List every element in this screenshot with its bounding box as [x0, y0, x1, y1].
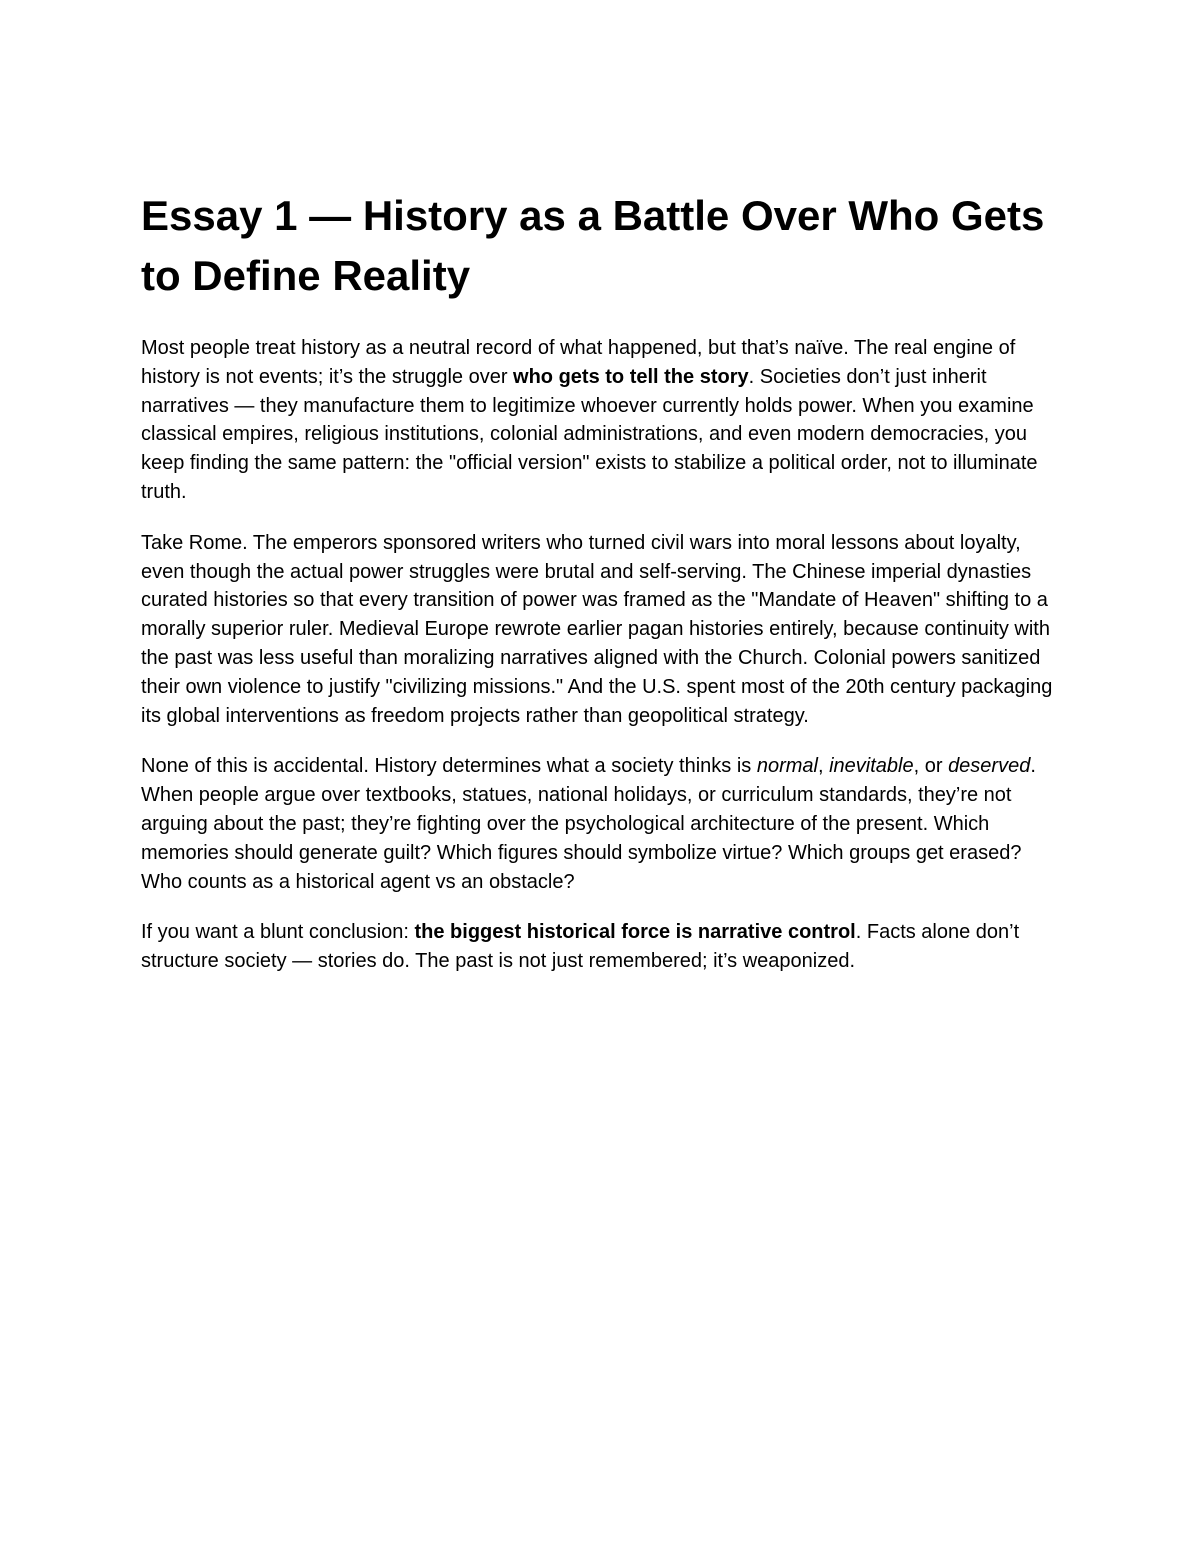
paragraph-1	[141, 334, 1061, 507]
paragraph-text: If you want a blunt conclusion:	[141, 921, 415, 944]
emphasis-italic: deserved	[948, 755, 1031, 778]
emphasis-bold: who gets to tell the story	[513, 365, 749, 388]
paragraph-2	[141, 529, 1061, 731]
emphasis-italic: inevitable	[829, 755, 914, 778]
paragraph-text: . Societies don’t just inherit narratives — they manufacture them to legitimize whoever currently holds power. When you examine classical empires, religious institutions, colonial administrations, and even modern democracies, you keep finding the same pattern: the "official version" exists to stabilize a political order, not to illuminate truth.	[141, 365, 1038, 503]
essay-title: Essay 1 — History as a Battle Over Who Gets to Define Reality	[141, 192, 1045, 299]
paragraph-text: . When people argue over textbooks, statues, national holidays, or curriculum standards, they’re not arguing about the past; they’re fighting over the psychological architecture of the present. Which memories should generate guilt? Which figures should symbolize virtue? Which groups get erased? Who counts as a historical agent vs an obstacle?	[141, 755, 1036, 893]
document-page	[141, 186, 1061, 998]
paragraph-text: None of this is accidental. History determines what a society thinks is	[141, 755, 757, 778]
paragraph-3	[141, 752, 1061, 896]
paragraph-text: ,	[817, 755, 830, 778]
paragraph-4	[141, 918, 1061, 976]
paragraph-text: . Facts alone don’t structure society — stories do. The past is not just remembered; it’s weaponized.	[141, 921, 1020, 973]
emphasis-italic: normal	[756, 755, 818, 778]
paragraph-text: Most people treat history as a neutral record of what happened, but that’s naïve. The real engine of history is not events; it’s the struggle over	[141, 337, 1016, 388]
paragraph-text: , or	[913, 755, 949, 778]
paragraph-text: Take Rome. The emperors sponsored writers who turned civil wars into moral lessons about loyalty, even though the actual power struggles were brutal and self-serving. The Chinese imperial dynasties curated histories so that every transition of power was framed as the "Mandate of Heaven" shifting to a morally superior ruler. Medieval Europe rewrote earlier pagan histories entirely, because continuity with the past was less useful than moralizing narratives aligned with the Church. Colonial powers sanitized their own violence to justify "civilizing missions." And the U.S. spent most of the 20th century packaging its global interventions as freedom projects rather than geopolitical strategy.	[141, 531, 1053, 727]
emphasis-bold: the biggest historical force is narrative control	[414, 921, 856, 944]
